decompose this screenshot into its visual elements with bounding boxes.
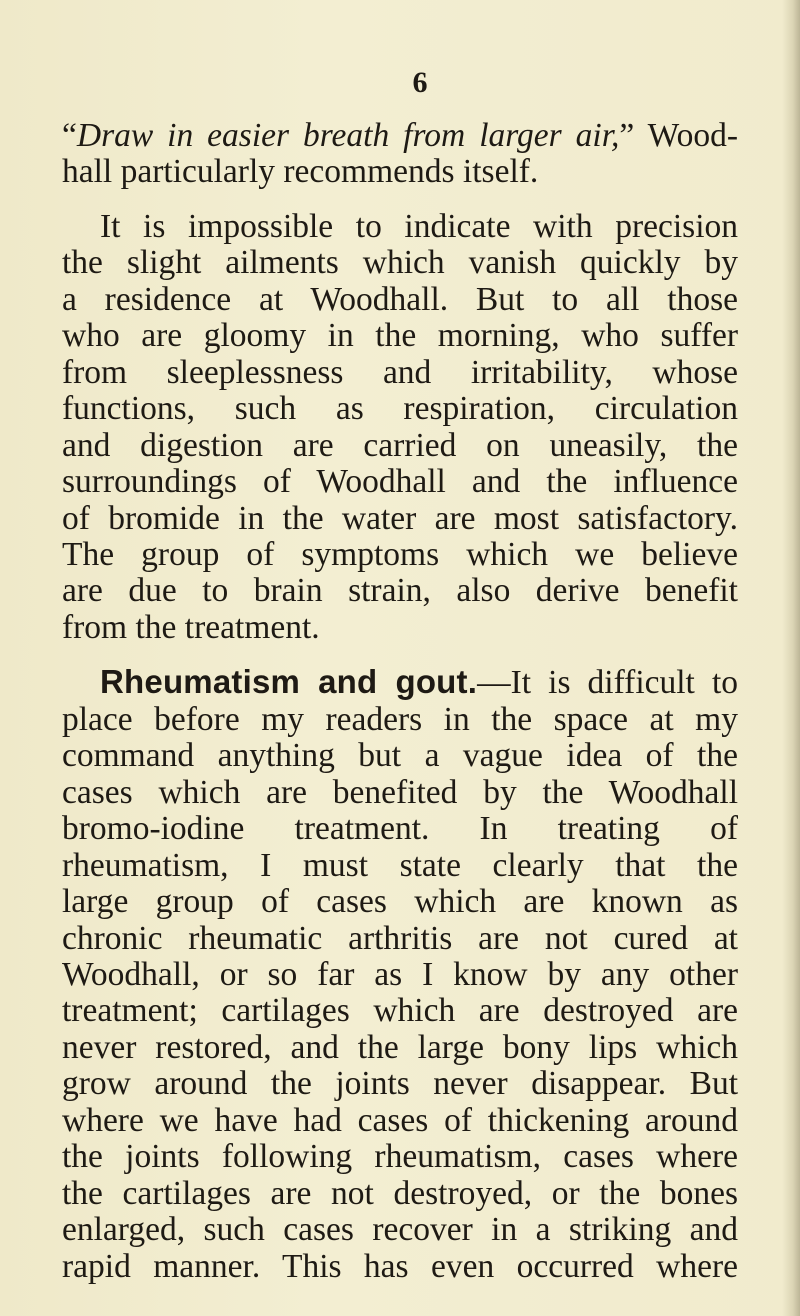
paragraph-3-line: enlarged, such cases recover in a striking and bbox=[62, 1212, 738, 1249]
paragraph-3-line: the cartilages are not destroyed, or the bones bbox=[62, 1175, 738, 1212]
paragraph-3-line: never restored, and the large bony lips which bbox=[62, 1029, 738, 1066]
paragraph-1-line-2: hall particularly recommends itself. bbox=[62, 154, 539, 191]
paragraph-3-line: where we have had cases of thickening around bbox=[62, 1102, 738, 1139]
section-heading-rheumatism-and-gout: Rheumatism and gout. bbox=[100, 664, 478, 701]
paragraph-3-line: grow around the joints never disappear. But bbox=[62, 1066, 738, 1103]
paragraph-3-line: the joints following rheumatism, cases where bbox=[62, 1139, 738, 1176]
paragraph-2-line: from sleeplessness and irritability, whose bbox=[62, 354, 738, 391]
paragraph-2-line: the slight ailments which vanish quickly by bbox=[62, 245, 738, 282]
paragraph-3-line: bromo-iodine treatment. In treating of bbox=[62, 811, 738, 848]
paragraph-3-line: large group of cases which are known as bbox=[62, 884, 738, 921]
page-edge-shadow bbox=[782, 0, 800, 1316]
paragraph-3-first-line bbox=[62, 664, 738, 701]
paragraph-spacer bbox=[62, 646, 738, 664]
paragraph-3-line: command anything but a vague idea of the bbox=[62, 738, 738, 775]
heading-rest: —It is difficult to bbox=[477, 664, 738, 702]
paragraph-3-line: chronic rheumatic arthritis are not cured at bbox=[62, 920, 738, 957]
paragraph-2-line: The group of symptoms which we believe bbox=[62, 536, 738, 573]
paragraph-1-line-1 bbox=[62, 118, 738, 154]
paragraph-2-line: surroundings of Woodhall and the influence bbox=[62, 464, 738, 501]
paragraph-2-line: a residence at Woodhall. But to all those bbox=[62, 281, 738, 318]
line-1-rest: Wood- bbox=[634, 118, 738, 154]
paragraph-1 bbox=[62, 118, 738, 191]
quoted-verse: Draw in easier breath from larger air, bbox=[76, 118, 620, 154]
paragraph-2-line: It is impossible to indicate with precision bbox=[100, 208, 738, 245]
paragraph-3-line: rapid manner. This has even occurred where bbox=[62, 1248, 738, 1285]
page-number: 6 bbox=[412, 66, 428, 99]
quote-open: “ bbox=[62, 118, 77, 154]
page-body bbox=[62, 118, 738, 1285]
paragraph-2-line: who are gloomy in the morning, who suffer bbox=[62, 318, 738, 355]
paragraph-3 bbox=[62, 664, 738, 1285]
paragraph-3-line: cases which are benefited by the Woodhall bbox=[62, 774, 738, 811]
paragraph-2-line: functions, such as respiration, circulation bbox=[62, 391, 738, 428]
paragraph-2-line: are due to brain strain, also derive benefit bbox=[62, 573, 738, 610]
paragraph-2-line: and digestion are carried on uneasily, the bbox=[62, 427, 738, 464]
paragraph-2-line: of bromide in the water are most satisfactory. bbox=[62, 500, 738, 537]
paragraph-2-line: from the treatment. bbox=[62, 609, 320, 646]
paragraph-3-line: rheumatism, I must state clearly that the bbox=[62, 847, 738, 884]
paragraph-3-line: Woodhall, or so far as I know by any other bbox=[62, 956, 738, 993]
paragraph-2 bbox=[62, 209, 738, 646]
paragraph-3-line: treatment; cartilages which are destroyed are bbox=[62, 993, 738, 1030]
quote-close: ” bbox=[619, 118, 635, 154]
paragraph-3-line: place before my readers in the space at my bbox=[62, 701, 738, 738]
paragraph-spacer bbox=[62, 191, 738, 209]
